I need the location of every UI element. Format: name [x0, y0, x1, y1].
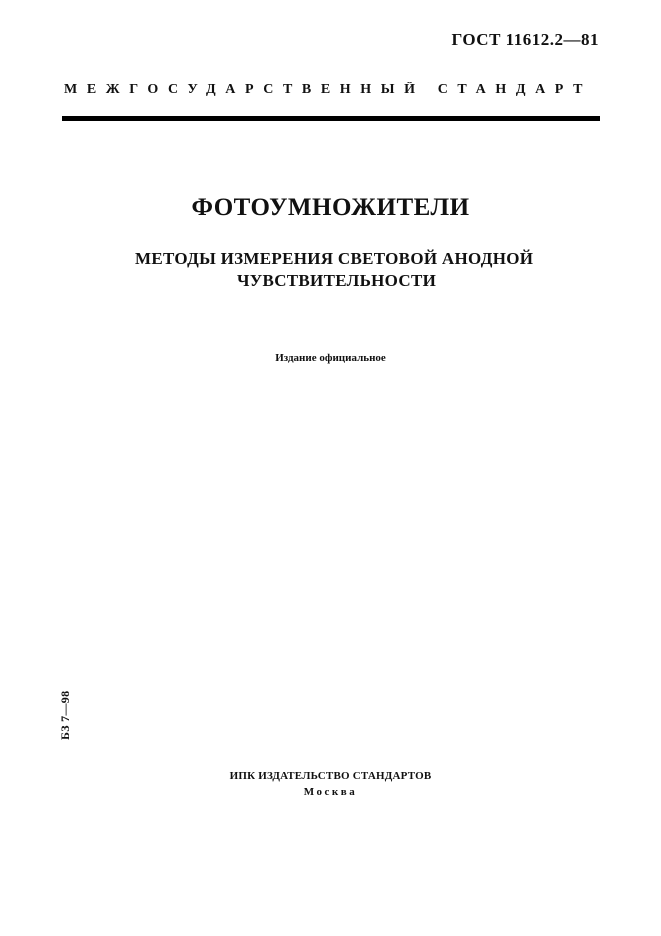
publisher-city: Москва [303, 786, 358, 798]
subtitle-line-1: МЕТОДЫ ИЗМЕРЕНИЯ СВЕТОВОЙ АНОДНОЙ [135, 249, 534, 268]
document-code: ГОСТ 11612.2—81 [451, 30, 599, 49]
subtitle-line-2: ЧУВСТВИТЕЛЬНОСТИ [237, 271, 437, 290]
header-divider [62, 116, 600, 121]
side-catalog-code: БЗ 7—98 [58, 690, 72, 740]
publisher-name: ИПК ИЗДАТЕЛЬСТВО СТАНДАРТОВ [229, 770, 432, 782]
document-title: ФОТОУМНОЖИТЕЛИ [191, 194, 470, 221]
edition-note: Издание официальное [275, 352, 386, 364]
standard-type-heading: МЕЖГОСУДАРСТВЕННЫЙ СТАНДАРТ [64, 82, 593, 97]
document-subtitle [135, 248, 555, 292]
